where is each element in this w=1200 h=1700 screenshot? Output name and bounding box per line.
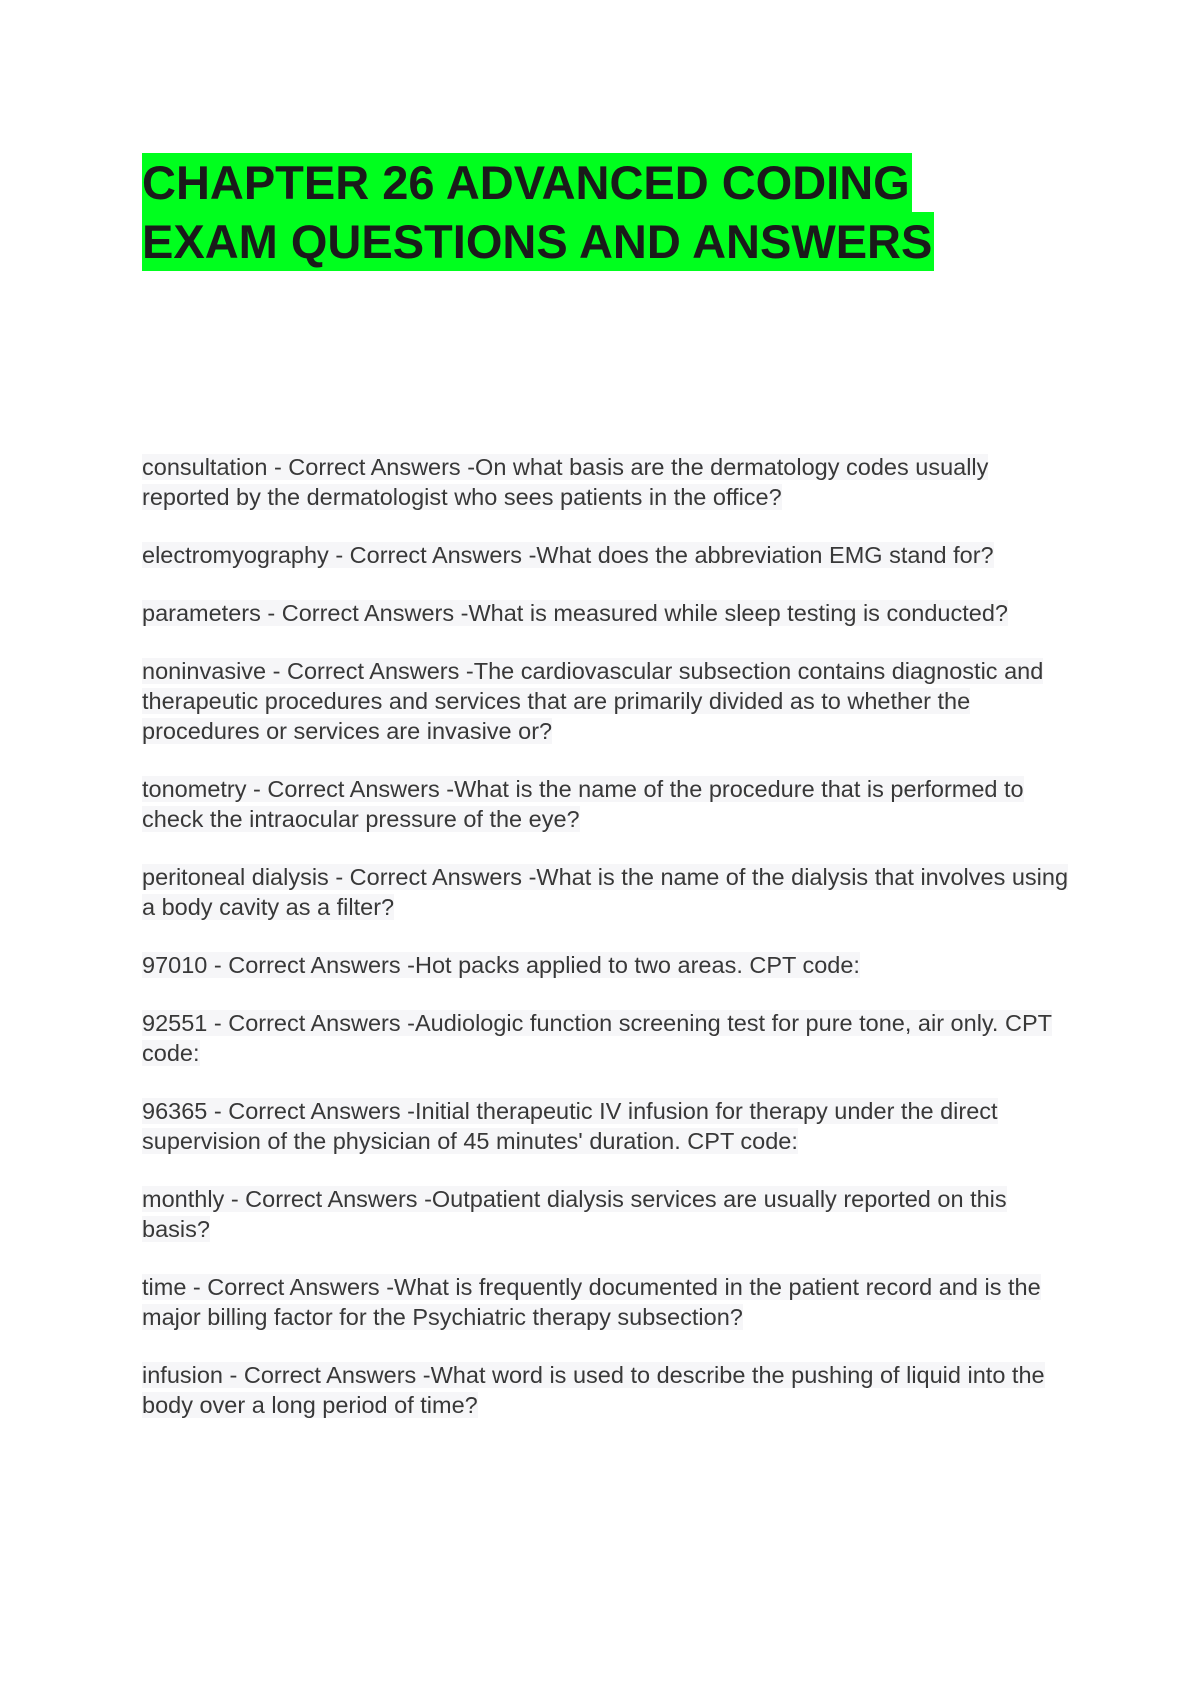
qa-item (142, 656, 1072, 746)
qa-item (142, 540, 1072, 570)
qa-item (142, 452, 1072, 512)
qa-text: 96365 - Correct Answers -Initial therapeutic IV infusion for therapy under the direct supervision of the physician of 45 minutes' duration. CPT code: (142, 1098, 998, 1154)
qa-text: tonometry - Correct Answers -What is the name of the procedure that is performed to check the intraocular pressure of the eye? (142, 776, 1024, 832)
qa-text: parameters - Correct Answers -What is measured while sleep testing is conducted? (142, 600, 1008, 626)
qa-text: electromyography - Correct Answers -What does the abbreviation EMG stand for? (142, 542, 994, 568)
qa-item (142, 1184, 1072, 1244)
qa-text: 97010 - Correct Answers -Hot packs applied to two areas. CPT code: (142, 952, 860, 978)
qa-item (142, 1096, 1072, 1156)
qa-text: monthly - Correct Answers -Outpatient dialysis services are usually reported on this basis? (142, 1186, 1007, 1242)
qa-text: 92551 - Correct Answers -Audiologic function screening test for pure tone, air only. CPT code: (142, 1010, 1052, 1066)
qa-text: infusion - Correct Answers -What word is used to describe the pushing of liquid into the body over a long period of time? (142, 1362, 1045, 1418)
qa-text: noninvasive - Correct Answers -The cardiovascular subsection contains diagnostic and therapeutic procedures and services that are primarily divided as to whether the procedures or services are invasive or? (142, 658, 1044, 744)
qa-text: peritoneal dialysis - Correct Answers -What is the name of the dialysis that involves using a body cavity as a filter? (142, 864, 1069, 920)
qa-item (142, 950, 1072, 980)
qa-item (142, 1008, 1072, 1068)
title-line-1: CHAPTER 26 ADVANCED CODING (142, 153, 912, 212)
qa-item (142, 862, 1072, 922)
qa-item (142, 774, 1072, 834)
qa-text: consultation - Correct Answers -On what basis are the dermatology codes usually reported by the dermatologist who sees patients in the office? (142, 454, 989, 510)
qa-list (142, 452, 1072, 1448)
title-line-2: EXAM QUESTIONS AND ANSWERS (142, 212, 934, 271)
qa-item (142, 598, 1072, 628)
qa-item (142, 1360, 1072, 1420)
qa-text: time - Correct Answers -What is frequently documented in the patient record and is the major billing factor for the Psychiatric therapy subsection? (142, 1274, 1041, 1330)
qa-item (142, 1272, 1072, 1332)
document-title (142, 153, 1062, 271)
